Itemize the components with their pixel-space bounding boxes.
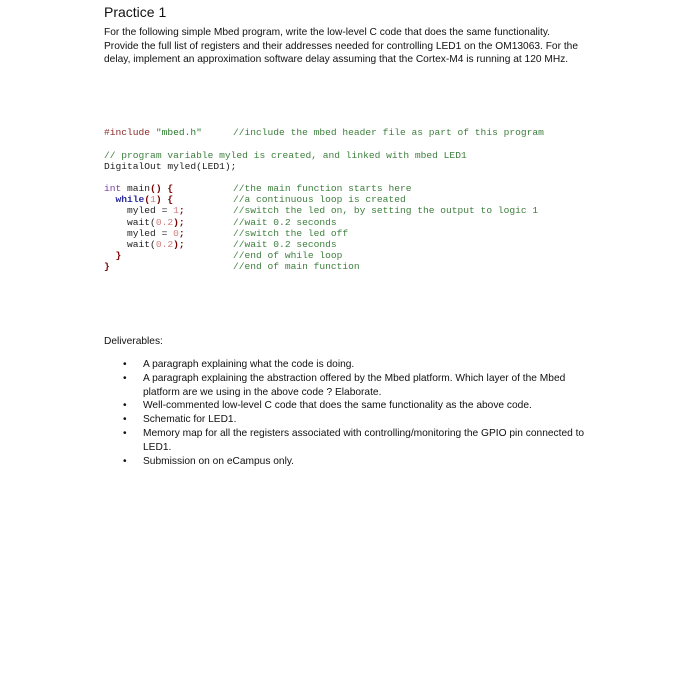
bullet-icon: • — [123, 359, 127, 370]
code-while-open: ( — [144, 194, 151, 206]
deliverable-text: A paragraph explaining what the code is doing. — [143, 359, 355, 370]
deliverable-text: Submission on on eCampus only. — [143, 455, 295, 467]
code-main-block — [104, 183, 185, 273]
code-comment: //wait 0.2 seconds — [233, 239, 337, 251]
deliverables-heading: Deliverables: — [104, 336, 163, 347]
code-main-parens: () — [150, 183, 162, 194]
deliverable-item — [105, 372, 585, 400]
code-comment: //end of while loop — [233, 250, 343, 262]
code-line-6: wait( — [127, 239, 156, 251]
deliverable-item — [105, 399, 585, 413]
code-include-file: "mbed.h" — [155, 127, 202, 138]
bullet-icon: • — [123, 427, 127, 439]
deliverable-item — [105, 455, 585, 469]
code-comment: //switch the led on, by setting the output to logic 1 — [233, 205, 539, 217]
code-line-6-value: 0.2 — [155, 239, 174, 251]
deliverable-text: Schematic for LED1. — [143, 414, 237, 426]
code-main-open-brace: { — [167, 183, 174, 194]
code-while-keyword: while — [115, 194, 145, 206]
deliverable-item — [105, 427, 585, 455]
page-title: Practice 1 — [104, 4, 167, 20]
code-while-open-brace: { — [167, 194, 174, 206]
code-line-5-value: 0 — [173, 227, 179, 239]
bullet-icon: • — [123, 455, 127, 467]
intro-paragraph: For the following simple Mbed program, write the low-level C code that does the same functionality. Provide the full list of registers and their addresses needed for controlling LED1 on the OM13063. For the delay, implement an approximation software delay assuming that the Cortex-M4 is running at 120 MHz. — [104, 27, 578, 65]
code-include-line — [104, 127, 202, 138]
code-line-4-end: ); — [173, 216, 185, 228]
code-line-4: wait( — [127, 216, 156, 228]
code-declaration: DigitalOut myled(LED1); — [104, 161, 237, 172]
code-main-name: main — [121, 183, 151, 194]
code-comments-block — [233, 183, 538, 273]
code-comment: //end of main function — [233, 261, 360, 273]
code-comment: //switch the led off — [233, 227, 349, 239]
code-include-comment: //include the mbed header file as part of this program — [233, 127, 544, 138]
code-comment: //wait 0.2 seconds — [233, 216, 337, 228]
code-line-3-value: 1 — [173, 205, 179, 217]
code-line-6-end: ); — [173, 239, 185, 251]
deliverable-text: Memory map for all the registers associated with controlling/monitoring the GPIO pin connected to LED1. — [143, 427, 585, 453]
code-while-close: ) — [155, 194, 162, 206]
deliverable-item — [105, 358, 585, 372]
code-line-3-end: ; — [178, 205, 185, 217]
deliverables-list — [105, 358, 585, 468]
code-line-3: myled = — [127, 205, 174, 217]
code-line-5: myled = — [127, 227, 174, 239]
code-line-4-value: 0.2 — [155, 216, 174, 228]
deliverable-item — [105, 413, 585, 427]
code-comment: //a continuous loop is created — [233, 194, 406, 206]
code-main-close-brace: } — [104, 261, 110, 273]
code-comment: //the main function starts here — [233, 183, 412, 194]
code-while-condition: 1 — [150, 194, 156, 206]
code-include-directive: #include — [104, 127, 151, 138]
code-while-close-brace: } — [115, 250, 122, 262]
bullet-icon: • — [123, 414, 127, 426]
deliverable-text: A paragraph explaining the abstraction offered by the Mbed platform. Which layer of the Mbed platform are we using in the above code ? Elaborate. — [143, 372, 566, 398]
deliverable-text: Well-commented low-level C code that does the same functionality as the above code. — [143, 400, 532, 412]
bullet-icon: • — [123, 400, 127, 412]
code-int-keyword: int — [104, 183, 122, 194]
code-variable-comment: // program variable myled is created, and linked with mbed LED1 — [104, 150, 467, 161]
bullet-icon: • — [123, 372, 127, 384]
code-line-5-end: ; — [178, 227, 185, 239]
